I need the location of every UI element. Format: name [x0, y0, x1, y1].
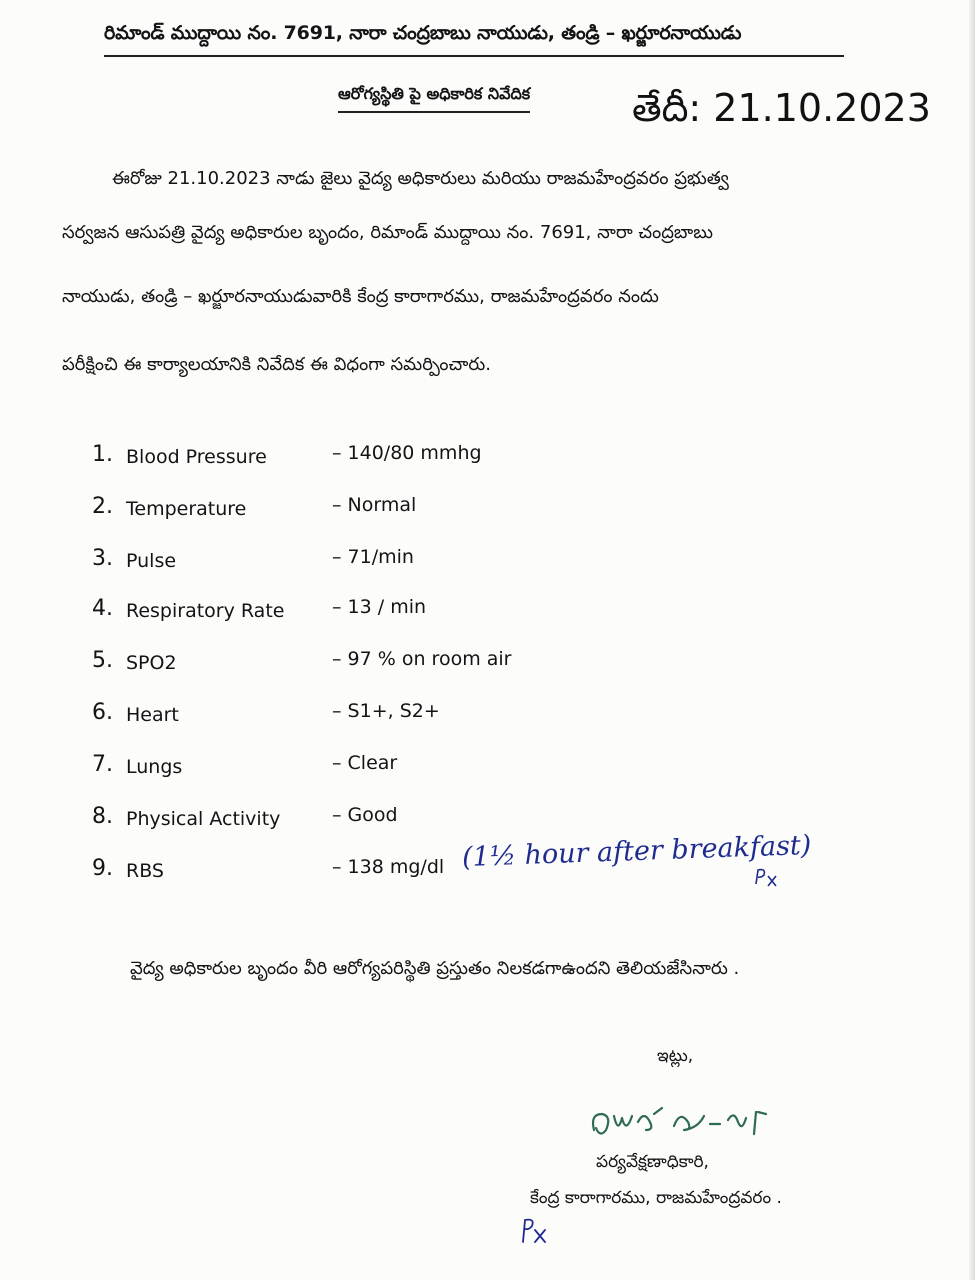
vital-label: RBS — [126, 860, 164, 882]
vital-label: Temperature — [126, 498, 247, 520]
date-value: 21.10.2023 — [713, 86, 931, 130]
vital-label: Pulse — [126, 550, 177, 572]
vital-value: – 71/min — [332, 546, 414, 568]
closing-phrase: ఇట్లు, — [657, 1046, 694, 1066]
conclusion-text: వైద్య అధికారుల బృందం వీరి ఆరోగ్యపరిస్థితి ప్రస్తుతం నిలకడగాఉందని తెలియజేసినారు . — [130, 958, 740, 979]
vital-value: – 97 % on room air — [332, 648, 512, 670]
signatory-title: పర్యవేక్షణాధికారి, — [596, 1152, 709, 1172]
vital-label: Blood Pressure — [126, 446, 267, 468]
vital-label: Lungs — [126, 756, 183, 778]
document-heading: రిమాండ్ ముద్దాయి నం. 7691, నారా చంద్రబాబు నాయుడు, తండ్రి – ఖర్జూరనాయుడు — [104, 22, 844, 57]
page-edge — [969, 0, 975, 1280]
vital-value: – S1+, S2+ — [332, 700, 440, 722]
vital-value: – Clear — [332, 752, 398, 774]
vital-number: 2. — [92, 494, 113, 519]
vital-number: 1. — [92, 442, 113, 467]
vital-value: – 13 / min — [332, 596, 427, 618]
handwritten-note: (1½ hour after breakfast) — [461, 829, 812, 874]
initials-mark — [517, 1214, 553, 1246]
paragraph-line-1: ఈరోజు 21.10.2023 నాడు జైలు వైద్య అధికారులు మరియు రాజమహేంద్రవరం ప్రభుత్వ — [112, 168, 729, 189]
vital-number: 3. — [92, 546, 113, 571]
vital-row — [92, 596, 812, 636]
vital-number: 7. — [92, 752, 113, 777]
vital-row — [92, 494, 812, 534]
paragraph-line-2: సర్వజన ఆసుపత్రి వైద్య అధికారుల బృందం, రిమాండ్ ముద్దాయి నం. 7691, నారా చంద్రబాబు — [62, 222, 713, 243]
vital-label: Respiratory Rate — [126, 600, 285, 622]
vital-row — [92, 700, 812, 740]
handwritten-initials-mark — [752, 866, 792, 890]
vital-label: Physical Activity — [126, 808, 281, 830]
vital-row — [92, 442, 812, 482]
vital-label: SPO2 — [126, 652, 177, 674]
vital-number: 5. — [92, 648, 113, 673]
paragraph-line-3: నాయుడు, తండ్రి – ఖర్జూరనాయుడువారికి కేంద్ర కారాగారము, రాజమహేంద్రవరం నందు — [62, 286, 659, 307]
date-label: తేదీ: — [632, 86, 702, 130]
vital-value: – Good — [332, 804, 398, 826]
vital-number: 4. — [92, 596, 113, 621]
vital-value: – 140/80 mmhg — [332, 442, 482, 464]
signature-mark — [588, 1100, 778, 1144]
vital-value: – 138 mg/dl — [332, 856, 445, 878]
paragraph-line-4: పరీక్షించి ఈ కార్యాలయానికి నివేదిక ఈ విధంగా సమర్పించారు. — [62, 354, 491, 375]
vital-row — [92, 752, 812, 792]
vital-number: 9. — [92, 856, 113, 881]
signatory-office: కేంద్ర కారాగారము, రాజమహేంద్రవరం . — [530, 1188, 782, 1208]
vital-number: 6. — [92, 700, 113, 725]
vital-row — [92, 648, 812, 688]
vital-row — [92, 546, 812, 586]
vital-label: Heart — [126, 704, 179, 726]
vital-value: – Normal — [332, 494, 417, 516]
vital-number: 8. — [92, 804, 113, 829]
report-subheading: ఆరోగ్యస్థితి పై అధికారిక నివేదిక — [338, 84, 530, 113]
report-date — [632, 86, 931, 140]
